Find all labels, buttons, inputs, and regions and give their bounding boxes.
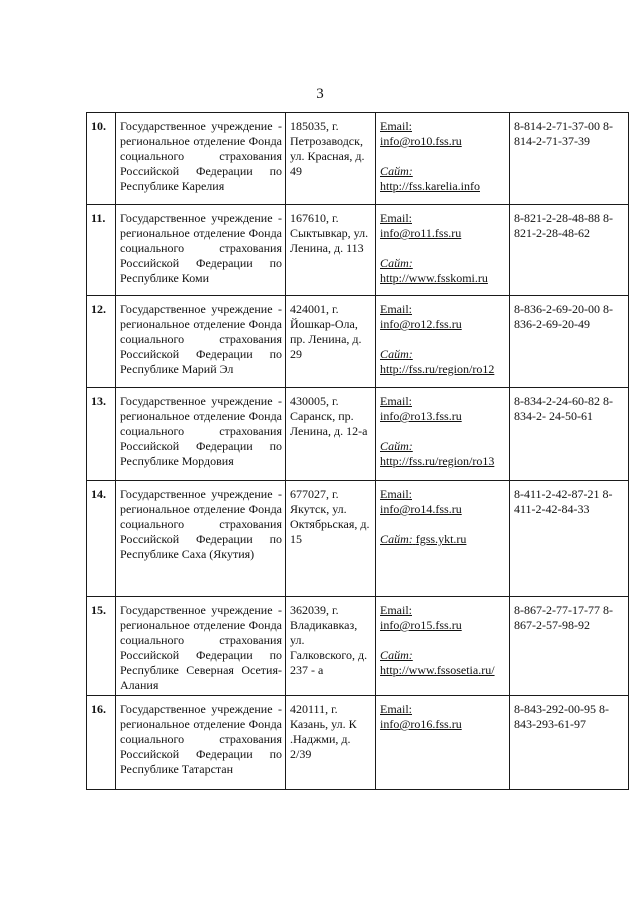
office-name: Государственное учреждение - региональное отделение Фонда социального страхования Российской Федерации по Республике Саха (Якутия): [116, 481, 286, 597]
site-link[interactable]: http://fss.ru/region/ro12: [380, 362, 495, 376]
office-name: Государственное учреждение - региональное отделение Фонда социального страхования Российской Федерации по Республике Татарстан: [116, 696, 286, 790]
site-label: Сайт:: [380, 648, 413, 662]
site-link[interactable]: http://www.fssosetia.ru/: [380, 663, 495, 677]
phone-numbers: 8-834-2-24-60-82 8-834-2- 24-50-61: [510, 388, 629, 481]
site-label: Сайт:: [380, 532, 413, 546]
office-name: Государственное учреждение - региональное отделение Фонда социального страхования Российской Федерации по Республике Коми: [116, 205, 286, 296]
email-label: Email:: [380, 211, 412, 225]
contact-cell: [376, 388, 510, 481]
site-label: Сайт:: [380, 347, 413, 361]
email-label: Email:: [380, 603, 412, 617]
office-address: 167610, г. Сыктывкар, ул. Ленина, д. 113: [286, 205, 376, 296]
phone-numbers: 8-843-292-00-95 8-843-293-61-97: [510, 696, 629, 790]
table-row: [87, 113, 629, 205]
phone-numbers: 8-867-2-77-17-77 8-867-2-57-98-92: [510, 597, 629, 696]
page-number: 3: [316, 86, 324, 102]
email-label: Email:: [380, 394, 412, 408]
site-label: Сайт:: [380, 256, 413, 270]
office-address: 677027, г. Якутск, ул. Октябрьская, д. 15: [286, 481, 376, 597]
office-address: 185035, г. Петрозаводск, ул. Красная, д. 49: [286, 113, 376, 205]
phone-numbers: 8-814-2-71-37-00 8-814-2-71-37-39: [510, 113, 629, 205]
fss-offices-table: [86, 112, 629, 790]
contact-cell: [376, 205, 510, 296]
contact-cell: [376, 296, 510, 388]
row-number: 12.: [87, 296, 116, 388]
email-label: Email:: [380, 702, 412, 716]
row-number: 16.: [87, 696, 116, 790]
site-line[interactable]: [380, 532, 506, 547]
site-link[interactable]: http://fss.karelia.info: [380, 179, 480, 193]
email-link[interactable]: info@ro10.fss.ru: [380, 134, 462, 148]
email-link[interactable]: info@ro14.fss.ru: [380, 502, 462, 516]
office-name: Государственное учреждение - региональное отделение Фонда социального страхования Российской Федерации по Республике Мордовия: [116, 388, 286, 481]
table-row: [87, 597, 629, 696]
row-number: 15.: [87, 597, 116, 696]
contact-cell: [376, 696, 510, 790]
site-link[interactable]: fgss.ykt.ru: [415, 532, 467, 546]
email-label: Email:: [380, 302, 412, 316]
table-row: [87, 205, 629, 296]
contact-cell: [376, 481, 510, 597]
contact-cell: [376, 113, 510, 205]
office-address: 424001, г. Йошкар-Ола, пр. Ленина, д. 29: [286, 296, 376, 388]
phone-numbers: 8-836-2-69-20-00 8-836-2-69-20-49: [510, 296, 629, 388]
row-number: 10.: [87, 113, 116, 205]
email-label: Email:: [380, 119, 412, 133]
row-number: 11.: [87, 205, 116, 296]
site-label: Сайт:: [380, 439, 413, 453]
phone-numbers: 8-411-2-42-87-21 8-411-2-42-84-33: [510, 481, 629, 597]
email-link[interactable]: info@ro11.fss.ru: [380, 226, 462, 240]
office-name: Государственное учреждение - региональное отделение Фонда социального страхования Российской Федерации по Республике Северная Осетия-Алания: [116, 597, 286, 696]
site-label: Сайт:: [380, 164, 413, 178]
office-address: 420111, г. Казань, ул. К .Наджми, д. 2/39: [286, 696, 376, 790]
office-address: 362039, г. Владикавказ, ул. Галковского, д. 237 - а: [286, 597, 376, 696]
office-address: 430005, г. Саранск, пр. Ленина, д. 12-а: [286, 388, 376, 481]
phone-numbers: 8-821-2-28-48-88 8-821-2-28-48-62: [510, 205, 629, 296]
email-label: Email:: [380, 487, 412, 501]
table-row: [87, 696, 629, 790]
contact-cell: [376, 597, 510, 696]
site-link[interactable]: http://www.fsskomi.ru: [380, 271, 488, 285]
site-link[interactable]: http://fss.ru/region/ro13: [380, 454, 495, 468]
table-row: [87, 481, 629, 597]
email-link[interactable]: info@ro13.fss.ru: [380, 409, 462, 423]
table-row: [87, 296, 629, 388]
email-link[interactable]: info@ro12.fss.ru: [380, 317, 462, 331]
email-link[interactable]: info@ro16.fss.ru: [380, 717, 462, 731]
row-number: 13.: [87, 388, 116, 481]
office-name: Государственное учреждение - региональное отделение Фонда социального страхования Российской Федерации по Республике Карелия: [116, 113, 286, 205]
office-name: Государственное учреждение - региональное отделение Фонда социального страхования Российской Федерации по Республике Марий Эл: [116, 296, 286, 388]
row-number: 14.: [87, 481, 116, 597]
table-row: [87, 388, 629, 481]
email-link[interactable]: info@ro15.fss.ru: [380, 618, 462, 632]
